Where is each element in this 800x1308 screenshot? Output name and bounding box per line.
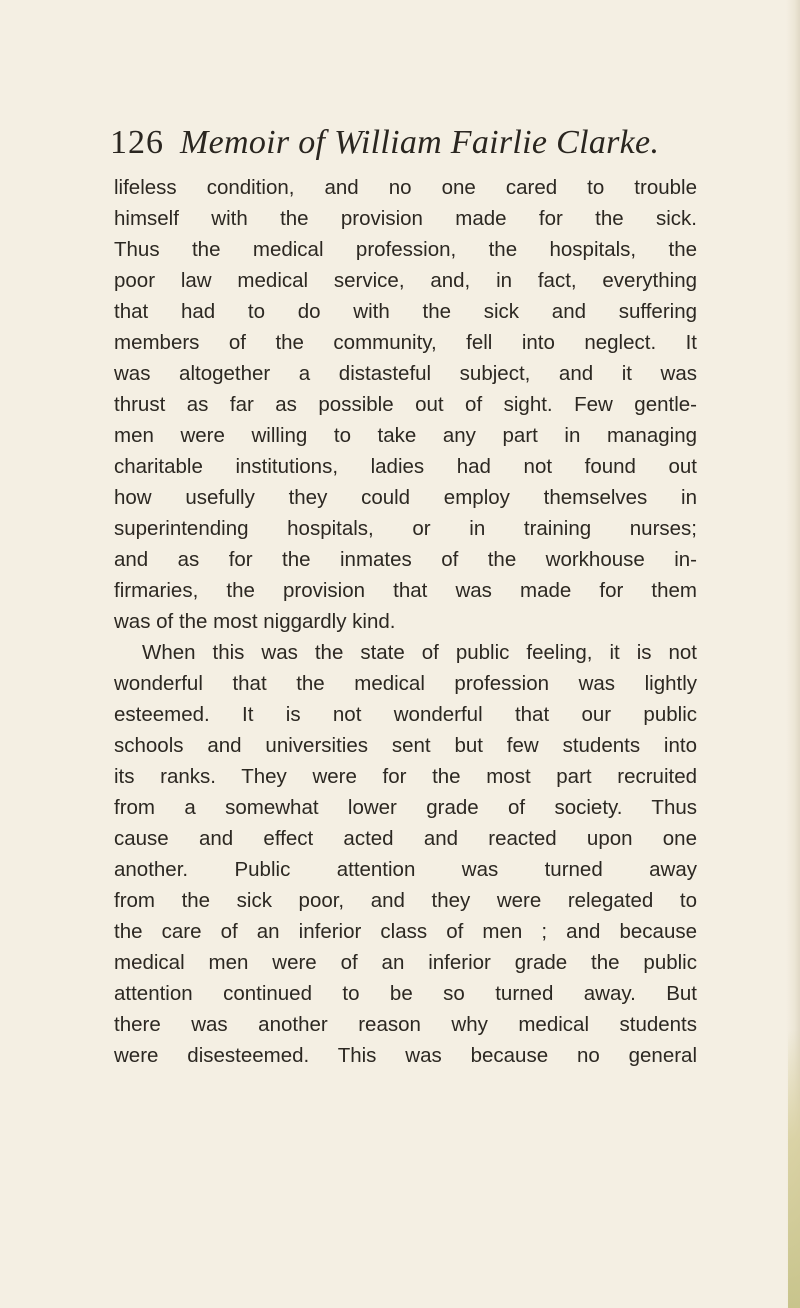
text-line: himself with the provision made for the sick. bbox=[114, 207, 697, 230]
page-edge-stain bbox=[788, 1030, 800, 1308]
text-line: charitable institutions, ladies had not found out bbox=[114, 455, 697, 478]
text-line: there was another reason why medical students bbox=[114, 1013, 697, 1036]
text-line: Thus the medical profession, the hospitals, the bbox=[114, 238, 697, 261]
text-line: members of the community, fell into neglect. It bbox=[114, 331, 697, 354]
text-line-paragraph-start: When this was the state of public feeling, it is not bbox=[142, 641, 697, 664]
text-line: poor law medical service, and, in fact, everything bbox=[114, 269, 697, 292]
text-line: superintending hospitals, or in training nurses; bbox=[114, 517, 697, 540]
text-line: from a somewhat lower grade of society. Thus bbox=[114, 796, 697, 819]
text-line: were disesteemed. This was because no general bbox=[114, 1044, 697, 1067]
text-line: thrust as far as possible out of sight. Few gentle- bbox=[114, 393, 697, 416]
running-header bbox=[110, 118, 710, 168]
text-line: medical men were of an inferior grade the public bbox=[114, 951, 697, 974]
text-line: firmaries, the provision that was made for them bbox=[114, 579, 697, 602]
text-line: that had to do with the sick and suffering bbox=[114, 300, 697, 323]
text-line: from the sick poor, and they were relegated to bbox=[114, 889, 697, 912]
text-line-paragraph-end: was of the most niggardly kind. bbox=[114, 610, 396, 633]
page-number: 126 bbox=[110, 124, 164, 161]
text-line: schools and universities sent but few students into bbox=[114, 734, 697, 757]
text-line: another. Public attention was turned away bbox=[114, 858, 697, 881]
text-line: esteemed. It is not wonderful that our public bbox=[114, 703, 697, 726]
text-line: wonderful that the medical profession was lightly bbox=[114, 672, 697, 695]
text-line: was altogether a distasteful subject, and it was bbox=[114, 362, 697, 385]
text-line: cause and effect acted and reacted upon one bbox=[114, 827, 697, 850]
body-text bbox=[114, 172, 697, 1071]
text-line: its ranks. They were for the most part recruited bbox=[114, 765, 697, 788]
text-line: lifeless condition, and no one cared to trouble bbox=[114, 176, 697, 199]
text-line: men were willing to take any part in managing bbox=[114, 424, 697, 447]
text-line: how usefully they could employ themselves in bbox=[114, 486, 697, 509]
text-line: the care of an inferior class of men ; and because bbox=[114, 920, 697, 943]
text-line: attention continued to be so turned away. But bbox=[114, 982, 697, 1005]
running-title: Memoir of William Fairlie Clarke. bbox=[180, 124, 660, 161]
text-line: and as for the inmates of the workhouse in- bbox=[114, 548, 697, 571]
